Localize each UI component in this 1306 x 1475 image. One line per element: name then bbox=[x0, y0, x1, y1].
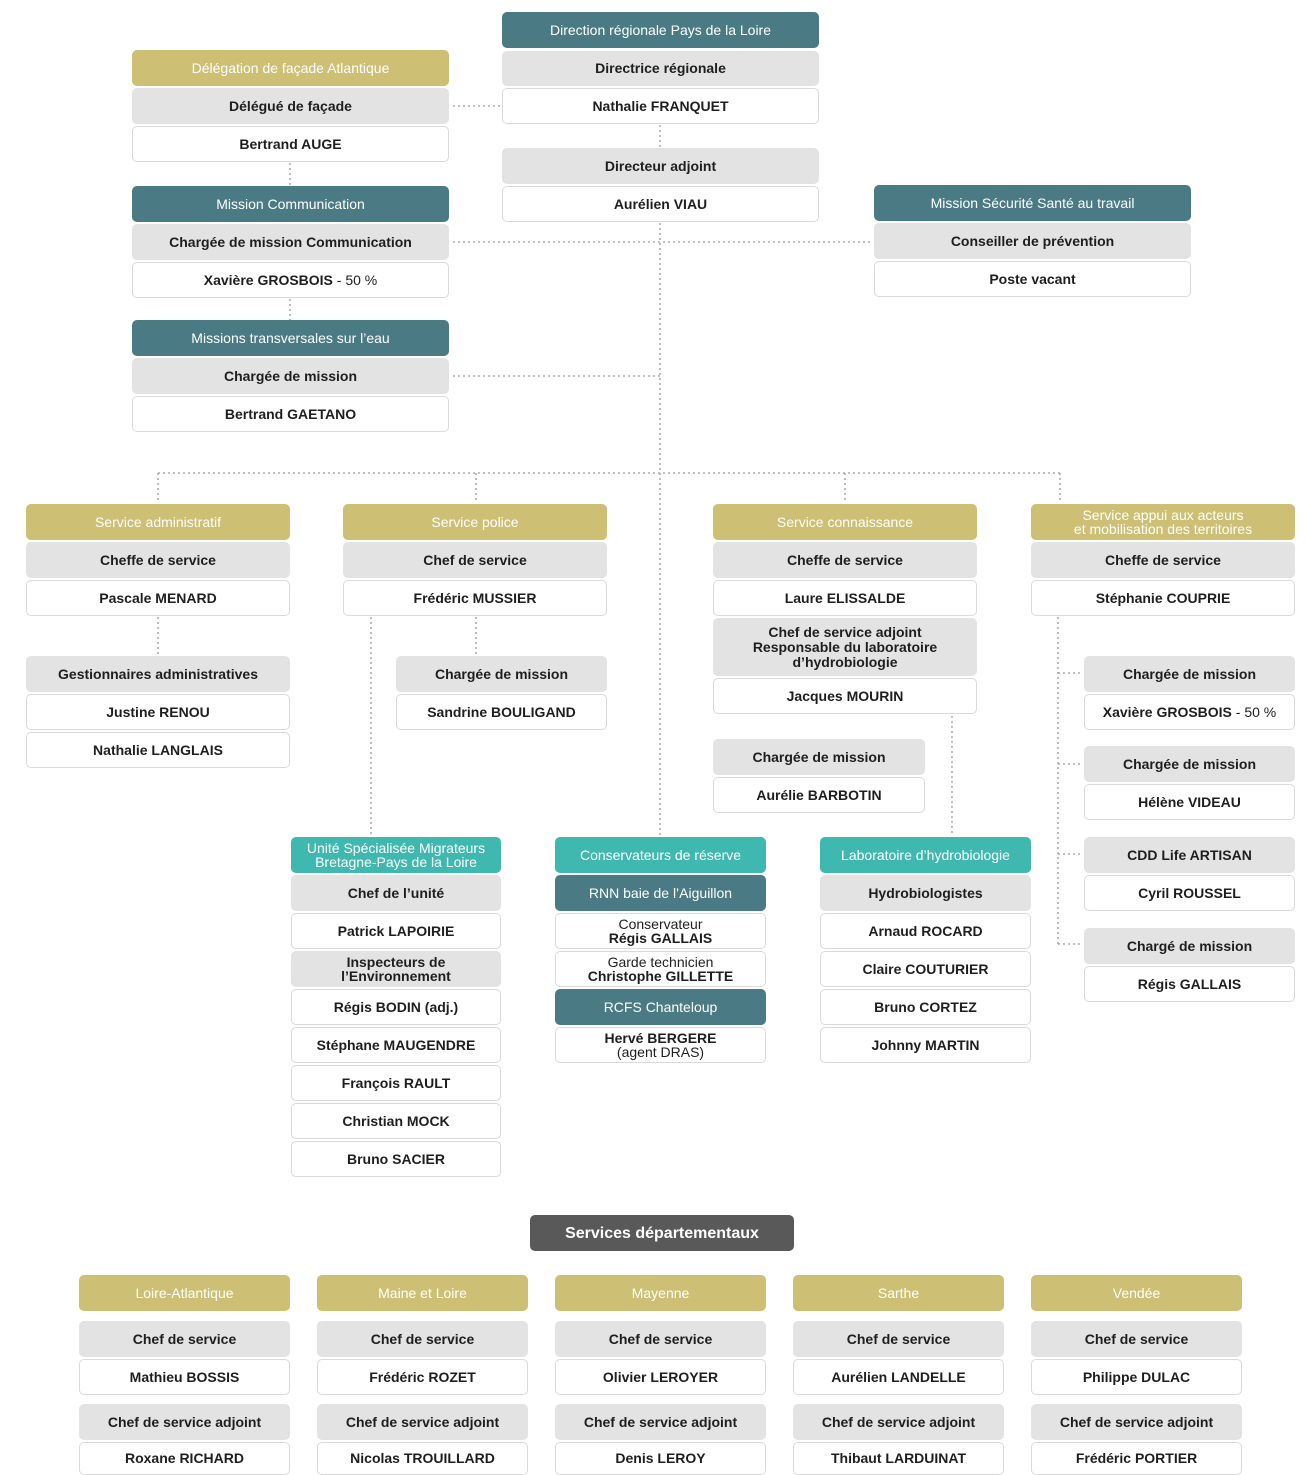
facade-role: Délégué de façade bbox=[132, 88, 449, 124]
department-role: Chef de service bbox=[317, 1321, 528, 1357]
appui-title bbox=[1031, 504, 1295, 540]
police-title: Service police bbox=[343, 504, 607, 540]
usm-inspector: Régis BODIN (adj.) bbox=[291, 989, 501, 1025]
appui-m1-note: - 50 % bbox=[1231, 704, 1277, 720]
department-title: Loire-Atlantique bbox=[79, 1275, 290, 1311]
usm-role: Chef de l’unité bbox=[291, 875, 501, 911]
department-adjoint-role: Chef de service adjoint bbox=[793, 1404, 1004, 1440]
department-adjoint-role: Chef de service adjoint bbox=[317, 1404, 528, 1440]
department-role: Chef de service bbox=[793, 1321, 1004, 1357]
labo-member: Claire COUTURIER bbox=[820, 951, 1031, 987]
department-role: Chef de service bbox=[1031, 1321, 1242, 1357]
admin-team-role: Gestionnaires administratives bbox=[26, 656, 290, 692]
appui-m4-role: Chargé de mission bbox=[1084, 928, 1295, 964]
department-adjoint-name: Thibaut LARDUINAT bbox=[793, 1442, 1004, 1475]
connaissance-mission-name: Aurélie BARBOTIN bbox=[713, 777, 925, 813]
eau-name: Bertrand GAETANO bbox=[132, 396, 449, 432]
usm-inspectors-line2: l’Environnement bbox=[341, 968, 451, 984]
usm-inspector: François RAULT bbox=[291, 1065, 501, 1101]
rnn-title: RNN baie de l’Aiguillon bbox=[555, 875, 766, 911]
connaissance-adjoint-line1: Chef de service adjoint bbox=[768, 623, 922, 640]
securite-name: Poste vacant bbox=[874, 261, 1191, 297]
connaissance-role: Cheffe de service bbox=[713, 542, 977, 578]
securite-role: Conseiller de prévention bbox=[874, 223, 1191, 259]
connaissance-adjoint-line3: d’hydrobiologie bbox=[792, 653, 898, 670]
deputy-name: Aurélien VIAU bbox=[502, 186, 819, 222]
appui-m2-name: Hélène VIDEAU bbox=[1084, 784, 1295, 820]
rnn-garde-name: Christophe GILLETTE bbox=[587, 968, 734, 984]
communication-title: Mission Communication bbox=[132, 186, 449, 222]
rcfs-agent bbox=[555, 1027, 766, 1063]
admin-team-member: Nathalie LANGLAIS bbox=[26, 732, 290, 768]
police-role: Chef de service bbox=[343, 542, 607, 578]
usm-inspector: Bruno SACIER bbox=[291, 1141, 501, 1177]
admin-team-member: Justine RENOU bbox=[26, 694, 290, 730]
rcfs-agent-name: Hervé BERGERE bbox=[604, 1030, 717, 1046]
direction-title: Direction régionale Pays de la Loire bbox=[502, 12, 819, 48]
rnn-garde bbox=[555, 951, 766, 987]
police-mission-role: Chargée de mission bbox=[396, 656, 607, 692]
department-name: Olivier LEROYER bbox=[555, 1359, 766, 1395]
admin-role: Cheffe de service bbox=[26, 542, 290, 578]
appui-m2-role: Chargée de mission bbox=[1084, 746, 1295, 782]
rcfs-agent-note: (agent DRAS) bbox=[616, 1044, 705, 1060]
usm-title bbox=[291, 837, 501, 873]
department-title: Vendée bbox=[1031, 1275, 1242, 1311]
departements-heading: Services départementaux bbox=[530, 1215, 794, 1251]
police-mission-name: Sandrine BOULIGAND bbox=[396, 694, 607, 730]
connaissance-title: Service connaissance bbox=[713, 504, 977, 540]
department-adjoint-name: Roxane RICHARD bbox=[79, 1442, 290, 1475]
admin-name: Pascale MENARD bbox=[26, 580, 290, 616]
department-title: Mayenne bbox=[555, 1275, 766, 1311]
connaissance-adjoint-line2: Responsable du laboratoire bbox=[752, 638, 938, 655]
usm-inspectors-line1: Inspecteurs de bbox=[346, 954, 446, 970]
facade-name: Bertrand AUGE bbox=[132, 126, 449, 162]
appui-m1-name bbox=[1084, 694, 1295, 730]
communication-role: Chargée de mission Communication bbox=[132, 224, 449, 260]
labo-member: Arnaud ROCARD bbox=[820, 913, 1031, 949]
admin-title: Service administratif bbox=[26, 504, 290, 540]
appui-role: Cheffe de service bbox=[1031, 542, 1295, 578]
communication-person: Xavière GROSBOIS bbox=[203, 272, 333, 288]
department-adjoint-role: Chef de service adjoint bbox=[79, 1404, 290, 1440]
usm-title-line1: Unité Spécialisée Migrateurs bbox=[306, 840, 486, 856]
usm-name: Patrick LAPOIRIE bbox=[291, 913, 501, 949]
department-role: Chef de service bbox=[79, 1321, 290, 1357]
appui-name: Stéphanie COUPRIE bbox=[1031, 580, 1295, 616]
connaissance-adjoint-name: Jacques MOURIN bbox=[713, 678, 977, 714]
department-name: Aurélien LANDELLE bbox=[793, 1359, 1004, 1395]
usm-inspectors-role bbox=[291, 951, 501, 987]
rnn-conservateur-name: Régis GALLAIS bbox=[608, 930, 713, 946]
department-adjoint-role: Chef de service adjoint bbox=[555, 1404, 766, 1440]
department-name: Mathieu BOSSIS bbox=[79, 1359, 290, 1395]
usm-inspector: Christian MOCK bbox=[291, 1103, 501, 1139]
connaissance-adjoint-role bbox=[713, 618, 977, 676]
department-adjoint-name: Nicolas TROUILLARD bbox=[317, 1442, 528, 1475]
department-role: Chef de service bbox=[555, 1321, 766, 1357]
usm-title-line2: Bretagne-Pays de la Loire bbox=[315, 854, 477, 870]
department-adjoint-name: Denis LEROY bbox=[555, 1442, 766, 1475]
department-name: Philippe DULAC bbox=[1031, 1359, 1242, 1395]
appui-title-line1: Service appui aux acteurs bbox=[1082, 507, 1244, 523]
labo-role: Hydrobiologistes bbox=[820, 875, 1031, 911]
deputy-role: Directeur adjoint bbox=[502, 148, 819, 184]
department-title: Sarthe bbox=[793, 1275, 1004, 1311]
department-adjoint-name: Frédéric PORTIER bbox=[1031, 1442, 1242, 1475]
securite-title: Mission Sécurité Santé au travail bbox=[874, 185, 1191, 221]
usm-inspector: Stéphane MAUGENDRE bbox=[291, 1027, 501, 1063]
communication-note: - 50 % bbox=[332, 272, 378, 288]
facade-title: Délégation de façade Atlantique bbox=[132, 50, 449, 86]
connaissance-name: Laure ELISSALDE bbox=[713, 580, 977, 616]
appui-m1-role: Chargée de mission bbox=[1084, 656, 1295, 692]
labo-title: Laboratoire d’hydrobiologie bbox=[820, 837, 1031, 873]
reserve-title: Conservateurs de réserve bbox=[555, 837, 766, 873]
communication-name bbox=[132, 262, 449, 298]
department-title: Maine et Loire bbox=[317, 1275, 528, 1311]
rnn-conservateur-role: Conservateur bbox=[618, 916, 703, 932]
appui-m4-name: Régis GALLAIS bbox=[1084, 966, 1295, 1002]
department-name: Frédéric ROZET bbox=[317, 1359, 528, 1395]
department-adjoint-role: Chef de service adjoint bbox=[1031, 1404, 1242, 1440]
police-name: Frédéric MUSSIER bbox=[343, 580, 607, 616]
eau-role: Chargée de mission bbox=[132, 358, 449, 394]
appui-m3-name: Cyril ROUSSEL bbox=[1084, 875, 1295, 911]
connaissance-mission-role: Chargée de mission bbox=[713, 739, 925, 775]
labo-member: Johnny MARTIN bbox=[820, 1027, 1031, 1063]
rnn-conservateur bbox=[555, 913, 766, 949]
appui-title-line2: et mobilisation des territoires bbox=[1073, 521, 1253, 537]
rnn-garde-role: Garde technicien bbox=[607, 954, 714, 970]
appui-m1-person: Xavière GROSBOIS bbox=[1102, 704, 1232, 720]
direction-role: Directrice régionale bbox=[502, 51, 819, 86]
eau-title: Missions transversales sur l’eau bbox=[132, 320, 449, 356]
direction-name: Nathalie FRANQUET bbox=[502, 88, 819, 124]
appui-m3-role: CDD Life ARTISAN bbox=[1084, 837, 1295, 873]
rcfs-title: RCFS Chanteloup bbox=[555, 989, 766, 1025]
labo-member: Bruno CORTEZ bbox=[820, 989, 1031, 1025]
